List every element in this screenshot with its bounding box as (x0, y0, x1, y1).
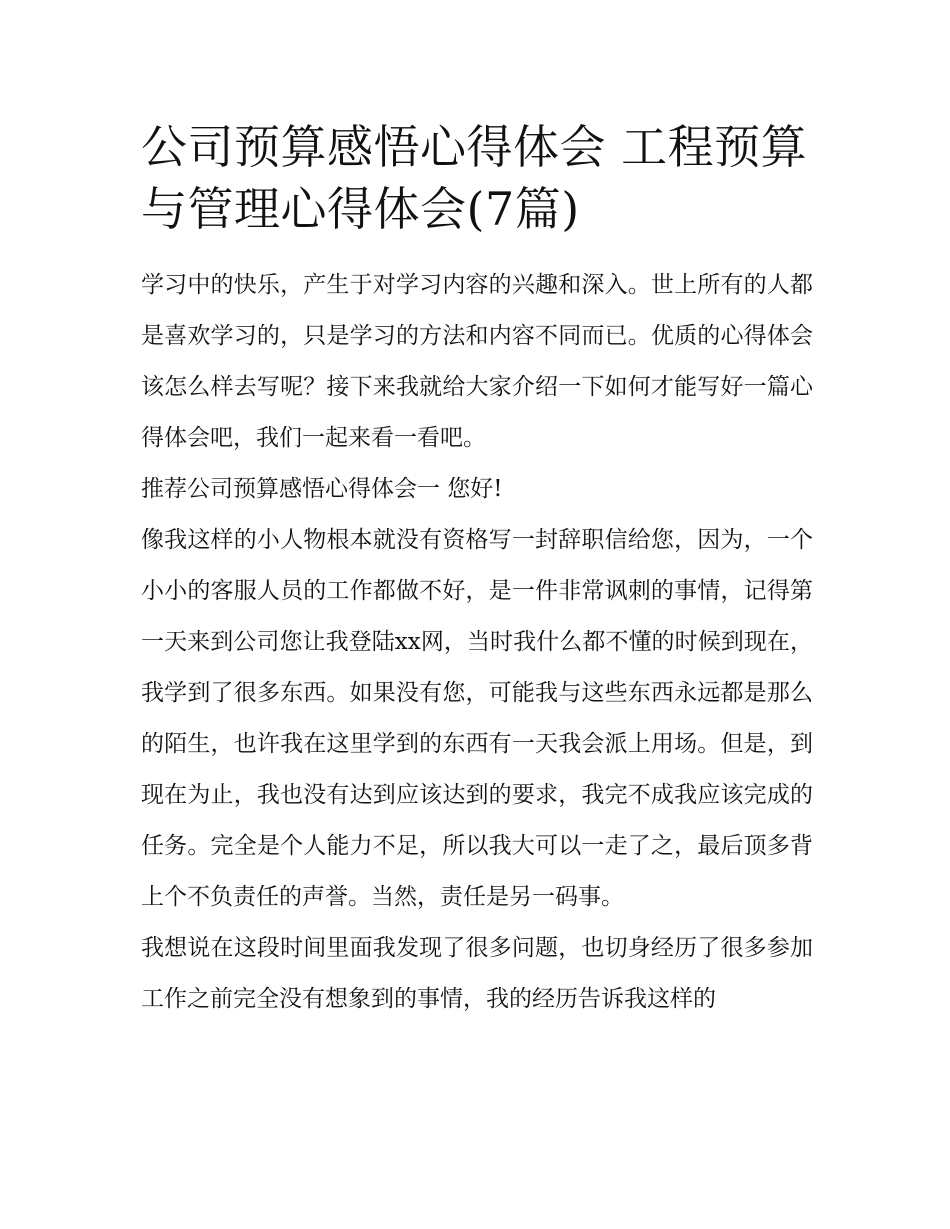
paragraph-section-heading: 推荐公司预算感悟心得体会一 您好! (141, 476, 503, 502)
paragraph-reflection: 我想说在这段时间里面我发现了很多问题，也切身经历了很多参加工作之前完全没有想象到的事情，我的经历告诉我这样的 (141, 935, 813, 1012)
paragraph-resignation: 像我这样的小人物根本就没有资格写一封辞职信给您，因为，一个小小的客服人员的工作都做不好，是一件非常讽刺的事情，记得第一天来到公司您让我登陆xx网，当时我什么都不懂的时候到现在，我学到了很多东西。如果没有您，可能我与这些东西永远都是那么的陌生，也许我在这里学到的东西有一天我会派上用场。但是，到现在为止，我也没有达到应该达到的要求，我完不成我应该完成的任务。完全是个人能力不足，所以我大可以一走了之，最后顶多背上个不负责任的声誉。当然，责任是另一码事。 (141, 527, 813, 910)
document-title: 公司预算感悟心得体会 工程预算与管理心得体会(7篇) (141, 120, 808, 236)
document-body (141, 116, 813, 1025)
paragraph-intro: 学习中的快乐，产生于对学习内容的兴趣和深入。世上所有的人都是喜欢学习的，只是学习的方法和内容不同而已。优质的心得体会该怎么样去写呢？接下来我就给大家介绍一下如何才能写好一篇心得体会吧，我们一起来看一看吧。 (141, 272, 813, 451)
